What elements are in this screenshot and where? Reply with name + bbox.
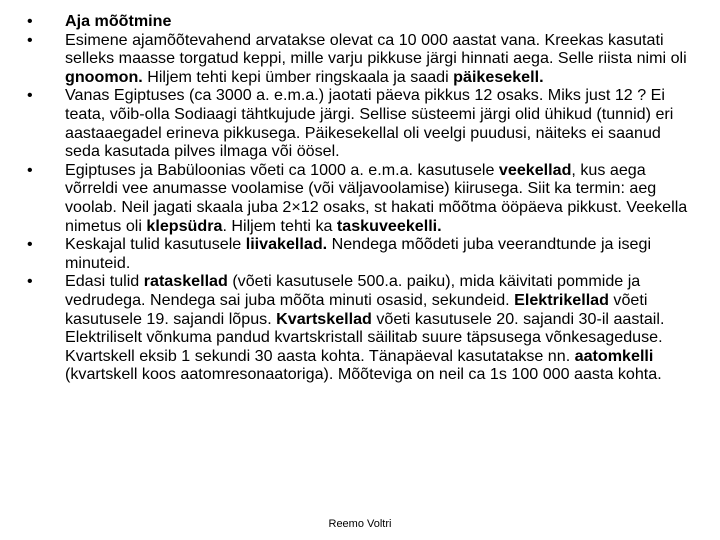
- bullet-text: [65, 161, 687, 235]
- bullet-item-title: [27, 12, 697, 31]
- term-elektrikellad: Elektrikellad: [514, 290, 609, 309]
- text-segment: (kvartskell koos aatomresonaatoriga). Mõõteviga on neil ca 1s 100 000 aasta kohta.: [65, 365, 662, 384]
- bullet-dot-icon: •: [27, 86, 33, 105]
- bullet-text: [65, 272, 664, 383]
- bullet-text: [65, 31, 687, 86]
- bullet-dot-icon: •: [27, 12, 33, 30]
- bullet-text: [65, 86, 673, 160]
- term-klepsudra: klepsüdra: [146, 216, 223, 235]
- bullet-item-gnomon: [27, 31, 697, 87]
- term-veekellad: veekellad: [498, 160, 572, 179]
- text-segment: Vanas Egiptuses (ca 3000 a. e.m.a.) jaotati päeva pikkus 12 osaks. Miks just 12 ? Ei teata, võib-olla Sodiaagi tähtkujude järgi. Sellise süsteemi järgi olid ühikud (tunnid) eri aastaaegadel erineva pikkusega. Päikesekellal oli veelgi puudusi, näiteks ei saanud seda kasutada pilves ilmaga või öösel.: [65, 86, 674, 161]
- bullet-item-egypt: [27, 86, 697, 160]
- bullet-dot-icon: •: [27, 235, 33, 254]
- term-paikesekell: päikesekell.: [453, 67, 544, 86]
- text-segment: võeti kasutusele 20. sajandi 30-il aastail. Elektriliselt võnkuma pandud kvartskristall säilitab suure täpsusega võnkesageduse. Kvartskell eksib 1 sekundi 30 aasta kohta. Tänapäeval kasutatakse nn.: [65, 309, 665, 365]
- term-aatomkelli: aatomkelli: [574, 346, 654, 365]
- term-rataskellad: rataskellad: [143, 272, 228, 291]
- text-segment: Keskajal tulid kasutusele: [65, 235, 246, 254]
- bullet-dot-icon: •: [27, 30, 33, 49]
- text-segment: . Hiljem tehti ka: [222, 216, 337, 235]
- text-segment: (võeti kasutusele 500.a. paiku), mida käivitati pommide ja vedrudega. Nendega sai juba mõõta minuti osasid, sekundeid.: [65, 272, 641, 309]
- term-kvartskellad: Kvartskellad: [276, 309, 372, 328]
- bullet-text: [65, 235, 651, 272]
- bullet-list: [27, 12, 697, 384]
- bullet-item-waterclock: [27, 161, 697, 235]
- bullet-dot-icon: •: [27, 272, 33, 291]
- heading-text: Aja mõõtmine: [65, 12, 172, 30]
- text-segment: Edasi tulid: [65, 272, 144, 291]
- text-segment: võeti kasutusele 19. sajandi lõpus.: [65, 290, 648, 328]
- bullet-text: [65, 12, 171, 30]
- bullet-item-mechanical: [27, 272, 697, 384]
- term-liivakellad: liivakellad.: [245, 235, 328, 254]
- bullet-dot-icon: •: [27, 160, 33, 179]
- text-segment: Egiptuses ja Babüloonias võeti ca 1000 a. e.m.a. kasutusele: [65, 160, 499, 179]
- text-segment: Hiljem tehti kepi ümber ringskaala ja saadi: [142, 67, 454, 86]
- term-gnoomon: gnoomon.: [65, 67, 143, 86]
- footer-author: Reemo Voltri: [328, 518, 392, 530]
- text-segment: , kus aega võrreldi vee anumasse voolamise (või väljavoolamise) kiirusega. Siit ka termin: aeg voolab. Neil jagati skaala juba 2×12 osaks, st hakati mõõtma ööpäeva pikkust. Veekella nimetus oli: [65, 160, 688, 235]
- text-segment: Esimene ajamõõtevahend arvatakse olevat ca 10 000 aastat vana. Kreekas kasutati selleks maasse torgatud keppi, mille varju pikkuse järgi hinnati aega. Selle riista nimi oli: [65, 30, 687, 68]
- text-segment: Nendega mõõdeti juba veerandtunde ja isegi minuteid.: [65, 235, 652, 272]
- term-taskuveekelli: taskuveekelli.: [336, 216, 442, 235]
- bullet-item-hourglass: [27, 235, 697, 272]
